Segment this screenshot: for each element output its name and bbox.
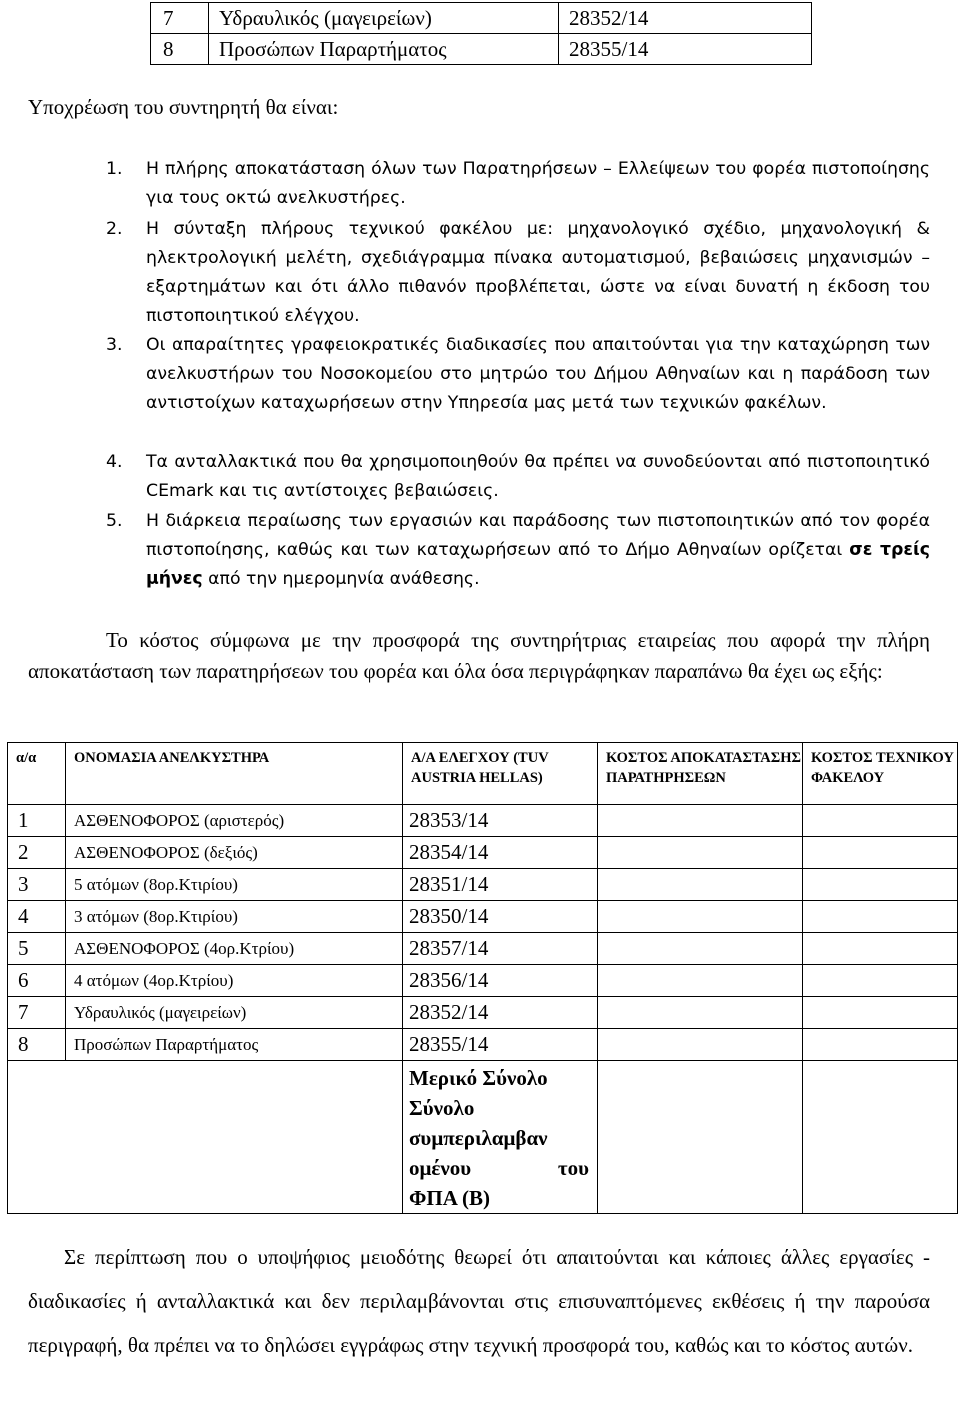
- elevator-name: 3 ατόμων (8ορ.Κτιρίου): [66, 901, 403, 933]
- elevator-name: Υδραυλικός (μαγειρείων): [209, 3, 559, 34]
- row-number: 2: [8, 837, 66, 869]
- top-continuation-table: [150, 2, 812, 65]
- file-cost-cell[interactable]: [803, 997, 958, 1029]
- list-number: 5.: [106, 511, 123, 531]
- elevator-name: ΑΣΘΕΝΟΦΟΡΟΣ (δεξιός): [66, 837, 403, 869]
- table-row: [151, 3, 812, 34]
- file-cost-cell[interactable]: [803, 837, 958, 869]
- inspection-code: 28352/14: [559, 3, 812, 34]
- cost-table: [7, 742, 958, 1214]
- inspection-code: 28357/14: [403, 933, 598, 965]
- table-header-row: [8, 743, 958, 805]
- list-text-part: από την ημερομηνία ανάθεσης.: [202, 569, 480, 589]
- table-row: [8, 901, 958, 933]
- elevator-name: ΑΣΘΕΝΟΦΟΡΟΣ (αριστερός): [66, 805, 403, 837]
- header-aa: α/α: [8, 743, 66, 805]
- inspection-code: 28356/14: [403, 965, 598, 997]
- row-number: 1: [8, 805, 66, 837]
- inspection-code: 28352/14: [403, 997, 598, 1029]
- header-repair-cost: ΚΟΣΤΟΣ ΑΠΟΚΑΤΑΣΤΑΣΗΣ ΠΑΡΑΤΗΡΗΣΕΩΝ: [598, 743, 803, 805]
- list-number: 2.: [106, 219, 123, 239]
- totals-row: [8, 1061, 958, 1214]
- list-number: 4.: [106, 452, 123, 472]
- inspection-code: 28355/14: [559, 34, 812, 65]
- table-row: [8, 933, 958, 965]
- inspection-code: 28354/14: [403, 837, 598, 869]
- row-number: 3: [8, 869, 66, 901]
- row-number: 4: [8, 901, 66, 933]
- repair-cost-cell[interactable]: [598, 965, 803, 997]
- table-row: [8, 965, 958, 997]
- header-inspection: Α/Α ΕΛΕΓΧΟΥ (TUV AUSTRIA HELLAS): [403, 743, 598, 805]
- inspection-code: 28350/14: [403, 901, 598, 933]
- repair-cost-total-cell[interactable]: [598, 1061, 803, 1214]
- list-item: [106, 507, 930, 594]
- repair-cost-cell[interactable]: [598, 997, 803, 1029]
- list-number: 3.: [106, 335, 123, 355]
- totals-label: [403, 1061, 598, 1214]
- total-label-line: Σύνολο: [409, 1096, 475, 1120]
- row-number: 7: [8, 997, 66, 1029]
- file-cost-cell[interactable]: [803, 869, 958, 901]
- row-number: 6: [8, 965, 66, 997]
- elevator-name: Προσώπων Παραρτήματος: [66, 1029, 403, 1061]
- list-text: [146, 507, 930, 594]
- list-text-part: Η διάρκεια περαίωσης των εργασιών και παράδοσης των πιστοποιητικών από τον φορέα πιστοποίησης, καθώς και των καταχωρήσεων από το Δήμο Αθηναίων ορίζεται: [146, 511, 930, 560]
- list-text: Η σύνταξη πλήρους τεχνικού φακέλου με: μηχανολογικό σχέδιο, μηχανολογική & ηλεκτρολογική μελέτη, σχεδιάγραμμα πίνακα αυτοματισμού, βεβαιώσεις μηχανισμών – εξαρτημάτων και ότι άλλο πιθανόν προβλέπεται, ώστε να είναι δυνατή η έκδοση του πιστοποιητικού ελέγχου.: [146, 219, 930, 326]
- repair-cost-cell[interactable]: [598, 1029, 803, 1061]
- repair-cost-cell[interactable]: [598, 901, 803, 933]
- table-row: [8, 805, 958, 837]
- file-cost-cell[interactable]: [803, 805, 958, 837]
- file-cost-cell[interactable]: [803, 901, 958, 933]
- file-cost-cell[interactable]: [803, 1029, 958, 1061]
- row-number: 8: [151, 34, 209, 65]
- final-paragraph-text: Σε περίπτωση που ο υποψήφιος μειοδότης θεωρεί ότι απαιτούνται και κάποιες άλλες εργασίες - διαδικασίες ή ανταλλακτικά και δεν περιλαμβάνονται στις επισυναπτόμενες εκθέσεις ή την παρούσα περιγραφή, θα πρέπει να το δηλώσει εγγράφως στην τεχνική προσφορά του, καθώς και το κόστος αυτών.: [28, 1245, 930, 1357]
- row-number: 7: [151, 3, 209, 34]
- cost-paragraph: [28, 625, 930, 687]
- repair-cost-cell[interactable]: [598, 869, 803, 901]
- file-cost-total-cell[interactable]: [803, 1061, 958, 1214]
- table-row: [8, 1029, 958, 1061]
- total-label-line: ομένου του: [409, 1156, 589, 1180]
- elevator-name: ΑΣΘΕΝΟΦΟΡΟΣ (4ορ.Κτρίου): [66, 933, 403, 965]
- elevator-name: 5 ατόμων (8ορ.Κτιρίου): [66, 869, 403, 901]
- table-row: [8, 837, 958, 869]
- cost-paragraph-text: Το κόστος σύμφωνα με την προσφορά της συντηρήτριας εταιρείας που αφορά την πλήρη αποκατάσταση των παρατηρήσεων του φορέα και όλα όσα περιγράφηκαν παραπάνω θα έχει ως εξής:: [28, 628, 930, 683]
- repair-cost-cell[interactable]: [598, 933, 803, 965]
- inspection-code: 28353/14: [403, 805, 598, 837]
- header-elevator-name: ΟΝΟΜΑΣΙΑ ΑΝΕΛΚΥΣΤΗΡΑ: [66, 743, 403, 805]
- row-number: 8: [8, 1029, 66, 1061]
- obligation-heading: Υποχρέωση του συντηρητή θα είναι:: [28, 95, 339, 119]
- list-text: Η πλήρης αποκατάσταση όλων των Παρατηρήσεων – Ελλείψεων του φορέα πιστοποίησης για τους οκτώ ανελκυστήρες.: [146, 159, 930, 208]
- table-row: [8, 869, 958, 901]
- list-number: 1.: [106, 159, 123, 179]
- repair-cost-cell[interactable]: [598, 805, 803, 837]
- inspection-code: 28351/14: [403, 869, 598, 901]
- total-label-line: ΦΠΑ (Β): [409, 1186, 490, 1210]
- elevator-name: 4 ατόμων (4ορ.Κτρίου): [66, 965, 403, 997]
- inspection-code: 28355/14: [403, 1029, 598, 1061]
- list-item: [106, 155, 930, 213]
- table-row: [8, 997, 958, 1029]
- row-number: 5: [8, 933, 66, 965]
- final-paragraph: [28, 1235, 930, 1367]
- repair-cost-cell[interactable]: [598, 837, 803, 869]
- elevator-name: Προσώπων Παραρτήματος: [209, 34, 559, 65]
- duration-highlight: σε τρείς μήνες: [146, 540, 931, 589]
- header-file-cost: ΚΟΣΤΟΣ ΤΕΧΝΙΚΟΥ ΦΑΚΕΛΟΥ: [803, 743, 958, 805]
- subtotal-label: Μερικό Σύνολο: [409, 1066, 548, 1090]
- total-label-line: συμπεριλαμβαν: [409, 1126, 548, 1150]
- elevator-name: Υδραυλικός (μαγειρείων): [66, 997, 403, 1029]
- list-item: [106, 331, 930, 418]
- list-item: [106, 448, 930, 506]
- list-text: Οι απαραίτητες γραφειοκρατικές διαδικασίες που απαιτούνται για την καταχώρηση των ανελκυστήρων του Νοσοκομείου στο μητρώο του Δήμου Αθηναίων και η παράδοση των αντιστοίχων καταχωρήσεων στην Υπηρεσία μας μετά των τεχνικών φακέλων.: [146, 335, 930, 413]
- list-text: Τα ανταλλακτικά που θα χρησιμοποιηθούν θα πρέπει να συνοδεύονται από πιστοποιητικό CEmark και τις αντίστοιχες βεβαιώσεις.: [146, 452, 930, 501]
- file-cost-cell[interactable]: [803, 933, 958, 965]
- table-row: [151, 34, 812, 65]
- list-item: [106, 215, 930, 331]
- file-cost-cell[interactable]: [803, 965, 958, 997]
